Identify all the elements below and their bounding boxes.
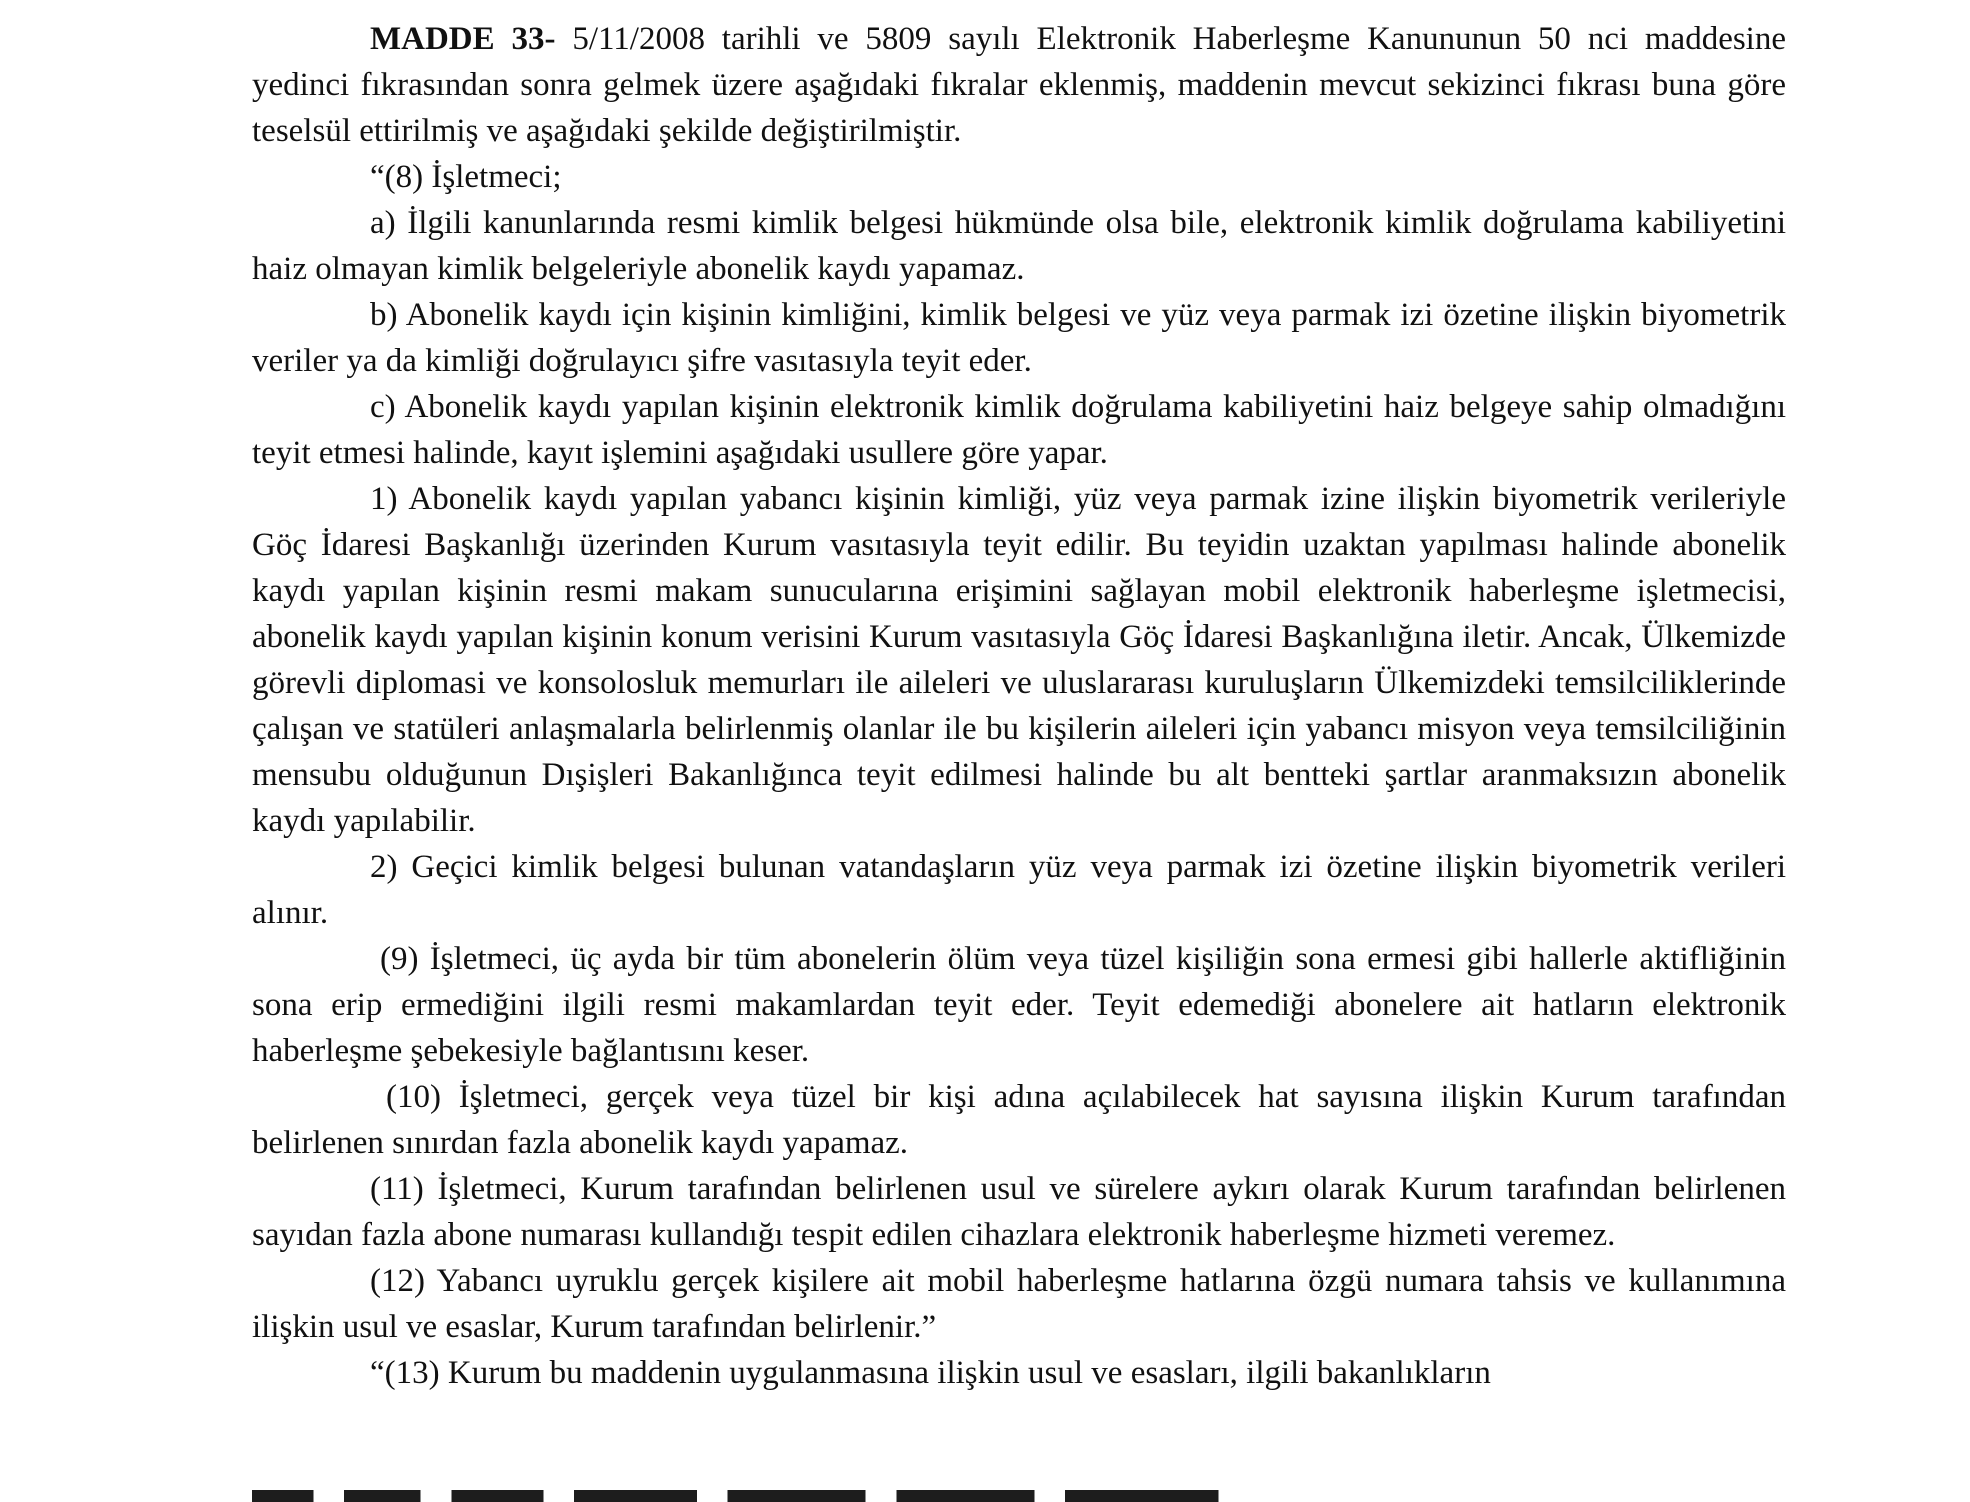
article-label: MADDE 33- (370, 21, 556, 57)
paragraph-12: (12) Yabancı uyruklu gerçek kişilere ait mobil haberleşme hatlarına özgü numara tahsis ve kullanımına ilişkin usul ve esaslar, Kurum tarafından belirlenir.” (252, 1263, 1786, 1345)
paragraph-8-b: b) Abonelik kaydı için kişinin kimliğini, kimlik belgesi ve yüz veya parmak izi özetine ilişkin biyometrik veriler ya da kimliği doğrulayıcı şifre vasıtasıyla teyit eder. (252, 297, 1786, 379)
paragraph-8-c-1: 1) Abonelik kaydı yapılan yabancı kişinin kimliği, yüz veya parmak izine ilişkin biyometrik verileriyle Göç İdaresi Başkanlığı üzerinden Kurum vasıtasıyla teyit edilir. Bu teyidin uzaktan yapılması halinde abonelik kaydı yapılan kişinin resmi makam sunucularına erişimini sağlayan mobil elektronik haberleşme işletmecisi, abonelik kaydı yapılan kişinin konum verisini Kurum vasıtasıyla Göç İdaresi Başkanlığına iletir. Ancak, Ülkemizde görevli diplomasi ve konsolosluk memurları ile aileleri ve uluslararası kuruluşların Ülkemizdeki temsilciliklerinde çalışan ve statüleri anlaşmalarla belirlenmiş olanlar ile bu kişilerin aileleri için yabancı misyon veya temsilciliğinin mensubu olduğunun Dışişleri Bakanlığınca teyit edilmesi halinde bu alt bentteki şartlar aranmaksızın abonelik kaydı yapılabilir. (252, 481, 1786, 839)
article-intro-text: 5/11/2008 tarihli ve 5809 sayılı Elektronik Haberleşme Kanununun 50 nci maddesine yedinci fıkrasından sonra gelmek üzere aşağıdaki fıkralar eklenmiş, maddenin mevcut sekizinci fıkrası buna göre teselsül ettirilmiş ve aşağıdaki şekilde değiştirilmiştir. (252, 21, 1787, 149)
cropped-next-line (252, 1490, 1786, 1502)
paragraph-8-c-2: 2) Geçici kimlik belgesi bulunan vatandaşların yüz veya parmak izi özetine ilişkin biyometrik verileri alınır. (252, 849, 1786, 931)
paragraph-8-heading: “(8) İşletmeci; (370, 159, 562, 195)
paragraph-10: (10) İşletmeci, gerçek veya tüzel bir kişi adına açılabilecek hat sayısına ilişkin Kurum tarafından belirlenen sınırdan fazla abonelik kaydı yapamaz. (252, 1079, 1786, 1161)
article-33-intro (252, 16, 1786, 154)
paragraph-11: (11) İşletmeci, Kurum tarafından belirlenen usul ve sürelere aykırı olarak Kurum tarafından belirlenen sayıdan fazla abone numarası kullandığı tespit edilen cihazlara elektronik haberleşme hizmeti veremez. (252, 1171, 1786, 1253)
paragraph-9: (9) İşletmeci, üç ayda bir tüm abonelerin ölüm veya tüzel kişiliğin sona ermesi gibi hallerle aktifliğinin sona erip ermediğini ilgili resmi makamlardan teyit eder. Teyit edemediği abonelere ait hatların elektronik haberleşme şebekesiyle bağlantısını keser. (252, 941, 1786, 1069)
paragraph-8-a: a) İlgili kanunlarında resmi kimlik belgesi hükmünde olsa bile, elektronik kimlik doğrulama kabiliyetini haiz olmayan kimlik belgeleriyle abonelik kaydı yapamaz. (252, 205, 1786, 287)
cropped-text-fragment (252, 1490, 1786, 1502)
document-page (252, 16, 1786, 1396)
paragraph-13-start: “(13) Kurum bu maddenin uygulanmasına ilişkin usul ve esasları, ilgili bakanlıkların (370, 1355, 1491, 1391)
paragraph-8-c: c) Abonelik kaydı yapılan kişinin elektronik kimlik doğrulama kabiliyetini haiz belgeye sahip olmadığını teyit etmesi halinde, kayıt işlemini aşağıdaki usullere göre yapar. (252, 389, 1786, 471)
